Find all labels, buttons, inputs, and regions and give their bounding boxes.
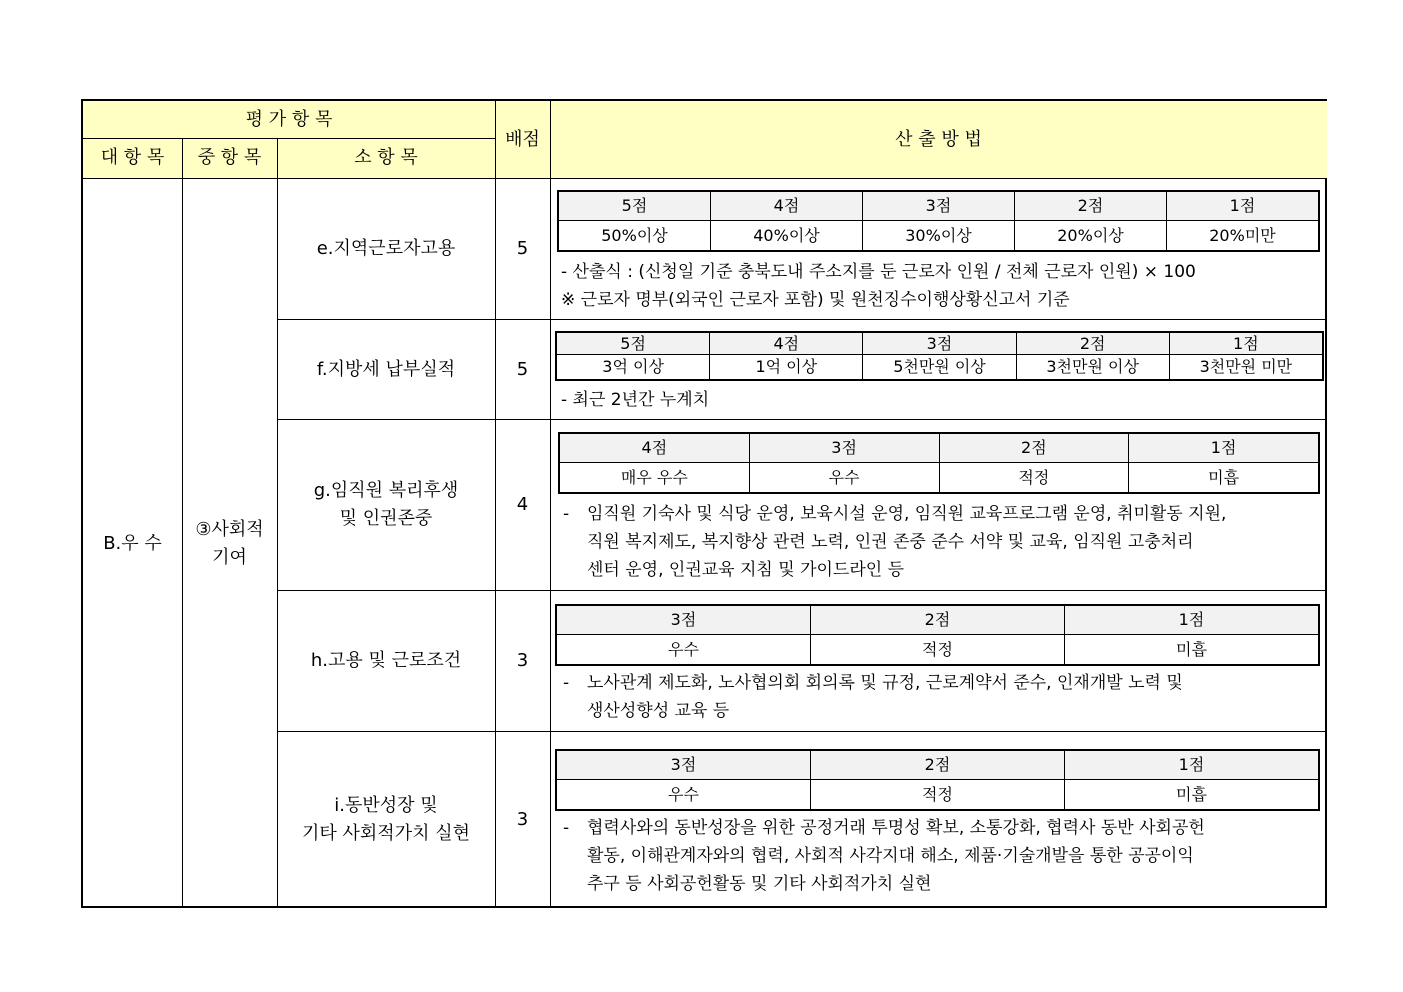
grade-cell: 2점 [1016, 333, 1169, 355]
grade-cell: 2점 [939, 434, 1129, 463]
score-value: 5 [516, 358, 529, 380]
divider [83, 138, 495, 139]
score-i [495, 732, 550, 908]
method-label: 산 출 방 법 [895, 128, 982, 150]
minor-item-f [277, 320, 495, 419]
minor-item-label: i.동반성장 및 [334, 795, 438, 816]
grade-cell: 4점 [711, 192, 863, 221]
criteria-cell: 30%이상 [863, 221, 1015, 251]
score-value: 4 [516, 494, 529, 515]
grade-cell: 3점 [557, 606, 811, 635]
criteria-cell: 20%이상 [1015, 221, 1167, 251]
score-h [495, 591, 550, 731]
criteria-cell: 3천만원 미만 [1169, 355, 1322, 380]
criteria-cell: 우수 [749, 463, 939, 493]
criteria-cell: 우수 [557, 780, 811, 810]
minor-label: 소 항 목 [354, 147, 418, 168]
middle-header [182, 138, 277, 178]
evaluation-table [81, 99, 1327, 908]
major-item [83, 179, 182, 908]
middle-label: 중 항 목 [197, 147, 262, 168]
score-header [495, 101, 550, 178]
minor-item-label: e.지역근로자고용 [316, 238, 456, 259]
grade-table-e [557, 190, 1320, 252]
minor-item-label: 기타 사회적가치 실현 [302, 823, 470, 844]
note-line: - 최근 2년간 누계치 [561, 390, 710, 410]
grade-cell: 4점 [560, 434, 750, 463]
divider [550, 101, 551, 906]
criteria-cell: 1억 이상 [710, 355, 863, 380]
score-f [495, 320, 550, 419]
minor-item-h [277, 591, 495, 731]
score-value: 3 [516, 650, 529, 671]
note-line: 직원 복지제도, 복지향상 관련 노력, 인권 존중 준수 서약 및 교육, 임직원 고충처리 [587, 532, 1194, 552]
note-line: 생산성향성 교육 등 [587, 701, 730, 721]
grade-cell: 2점 [811, 751, 1065, 780]
major-label: 대 항 목 [100, 147, 165, 168]
middle-item [182, 179, 277, 908]
note-i [561, 814, 1321, 898]
grade-cell: 2점 [811, 606, 1065, 635]
grade-cell: 1점 [1065, 606, 1319, 635]
grade-cell: 5점 [557, 333, 710, 355]
criteria-cell: 적정 [811, 635, 1065, 665]
grade-cell: 1점 [1129, 434, 1319, 463]
note-line: - 산출식 : (신청일 기준 충북도내 주소지를 둔 근로자 인원 / 전체 근로자 인원) × 100 [561, 262, 1196, 282]
note-line: 센터 운영, 인권교육 지침 및 가이드라인 등 [587, 560, 905, 580]
grade-cell: 2점 [1015, 192, 1167, 221]
note-h [561, 669, 1321, 725]
note-line: - 노사관계 제도화, 노사협의회 회의록 및 규정, 근로계약서 준수, 인재개발 노력 및 [563, 673, 1183, 693]
criteria-cell: 미흡 [1129, 463, 1319, 493]
method-header [550, 101, 1327, 178]
major-header [83, 138, 182, 178]
criteria-cell: 적정 [811, 780, 1065, 810]
score-g [495, 420, 550, 590]
criteria-cell: 40%이상 [711, 221, 863, 251]
eval-items-label: 평 가 항 목 [245, 108, 333, 130]
grade-cell: 5점 [559, 192, 711, 221]
minor-item-label: g.임직원 복리후생 [313, 480, 459, 501]
minor-item-e [277, 179, 495, 319]
score-label: 배점 [505, 128, 540, 150]
note-line: 추구 등 사회공헌활동 및 기타 사회적가치 실현 [587, 874, 932, 894]
criteria-cell: 3억 이상 [557, 355, 710, 380]
grade-cell: 4점 [710, 333, 863, 355]
grade-cell: 3점 [863, 192, 1015, 221]
eval-items-header [83, 101, 495, 138]
grade-cell: 3점 [557, 751, 811, 780]
grade-table-f [555, 331, 1324, 381]
minor-item-label: f.지방세 납부실적 [316, 358, 456, 380]
grade-cell: 1점 [1167, 192, 1319, 221]
criteria-cell: 50%이상 [559, 221, 711, 251]
major-item-label: B.우 수 [103, 532, 162, 554]
score-e [495, 179, 550, 319]
note-line: - 임직원 기숙사 및 식당 운영, 보육시설 운영, 임직원 교육프로그램 운영, 취미활동 지원, [563, 504, 1227, 524]
minor-header [277, 138, 495, 178]
minor-item-g [277, 420, 495, 590]
criteria-cell: 5천만원 이상 [863, 355, 1016, 380]
middle-item-line: 기여 [212, 546, 247, 568]
note-f [561, 386, 1321, 414]
note-line: ※ 근로자 명부(외국인 근로자 포함) 및 원천징수이행상황신고서 기준 [561, 290, 1070, 310]
middle-item-line: ③사회적 [195, 518, 264, 540]
minor-item-label: 및 인권존중 [339, 508, 433, 529]
grade-table-g [558, 432, 1320, 494]
grade-table-i [555, 749, 1320, 811]
minor-item-label: h.고용 및 근로조건 [310, 650, 462, 671]
note-line: - 협력사와의 동반성장을 위한 공정거래 투명성 확보, 소통강화, 협력사 동반 사회공헌 [563, 818, 1205, 838]
criteria-cell: 미흡 [1065, 635, 1319, 665]
grade-cell: 1점 [1169, 333, 1322, 355]
grade-cell: 3점 [749, 434, 939, 463]
criteria-cell: 적정 [939, 463, 1129, 493]
note-line: 활동, 이해관계자와의 협력, 사회적 사각지대 해소, 제품·기술개발을 통한 공공이익 [587, 846, 1194, 866]
grade-cell: 3점 [863, 333, 1016, 355]
grade-cell: 1점 [1065, 751, 1319, 780]
criteria-cell: 매우 우수 [560, 463, 750, 493]
note-e [561, 258, 1321, 314]
score-value: 3 [516, 809, 529, 830]
criteria-cell: 20%미만 [1167, 221, 1319, 251]
criteria-cell: 우수 [557, 635, 811, 665]
minor-item-i [277, 732, 495, 908]
score-value: 5 [516, 238, 529, 259]
grade-table-h [555, 604, 1320, 666]
note-g [561, 500, 1323, 584]
criteria-cell: 미흡 [1065, 780, 1319, 810]
criteria-cell: 3천만원 이상 [1016, 355, 1169, 380]
